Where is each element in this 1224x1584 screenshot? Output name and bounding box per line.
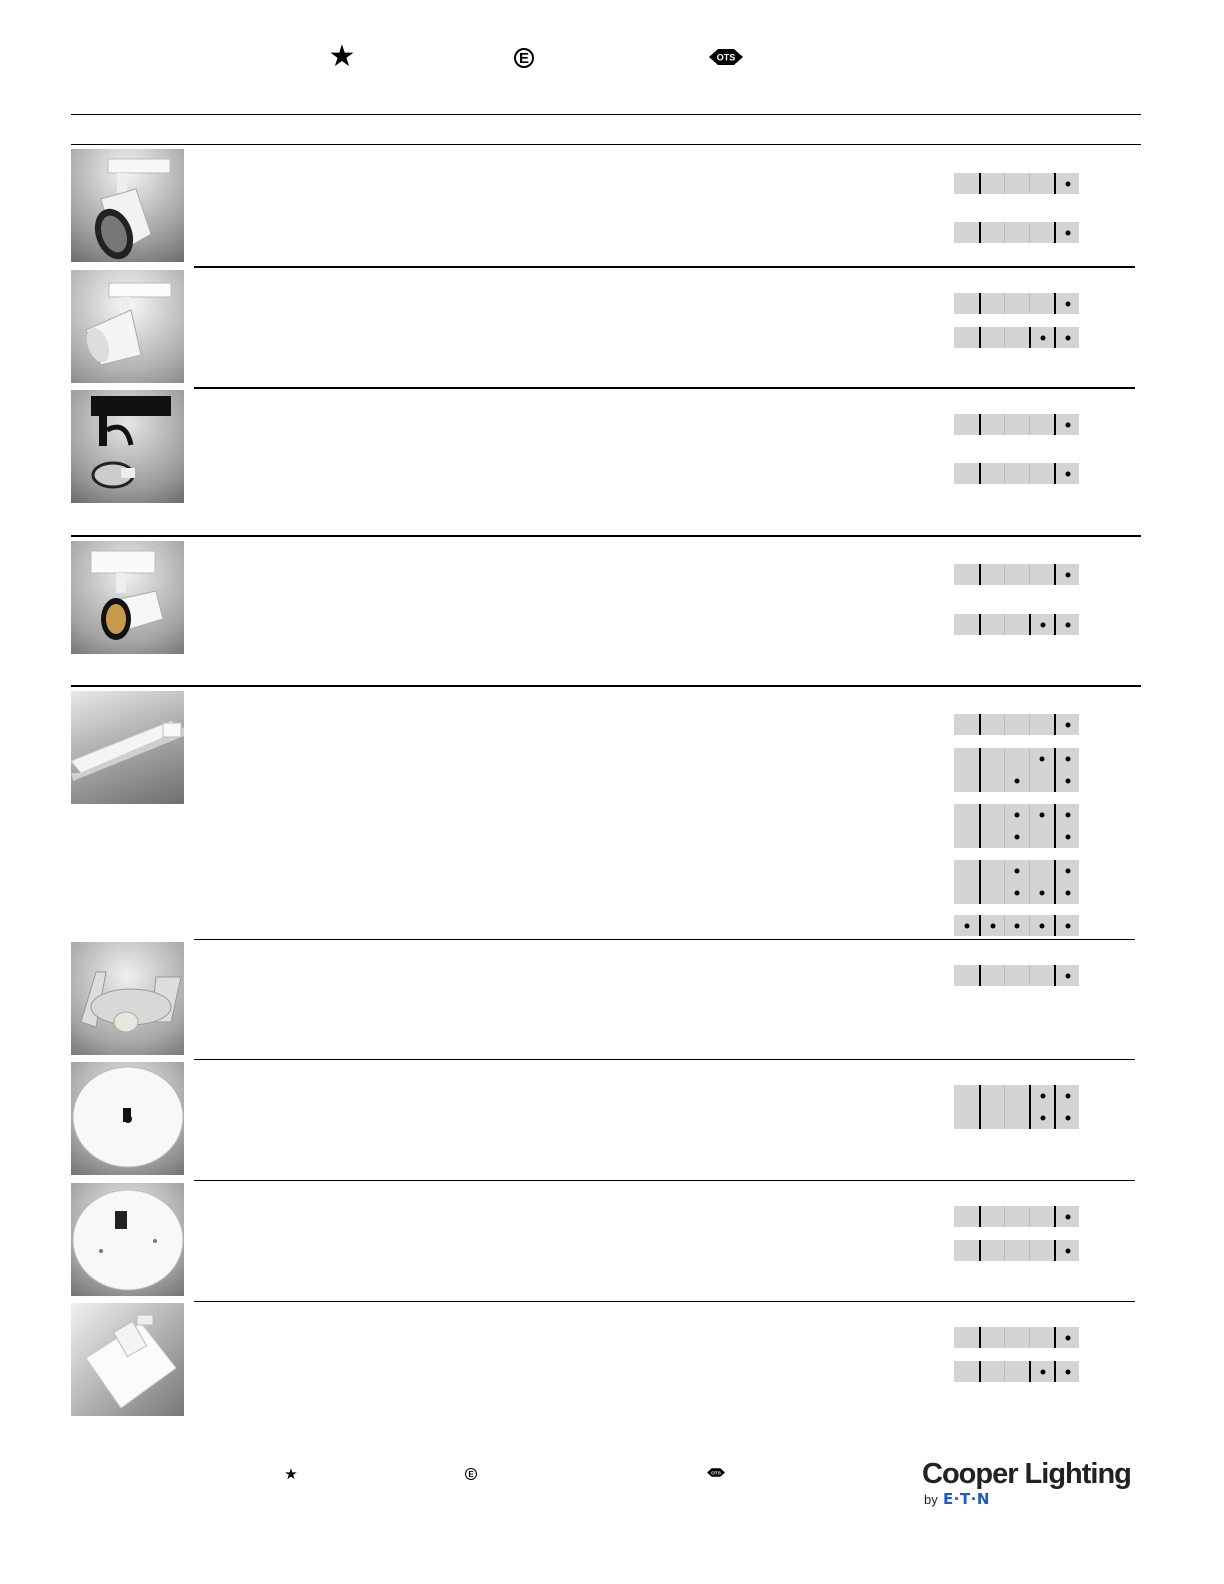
availability-grid xyxy=(954,1327,1079,1348)
row-rule-4 xyxy=(71,685,1141,687)
availability-dot xyxy=(1015,835,1020,840)
availability-dot xyxy=(1040,1094,1045,1099)
product-photo-4 xyxy=(71,541,184,654)
row-rule-2 xyxy=(194,387,1135,389)
availability-grid xyxy=(954,173,1079,194)
availability-grid xyxy=(954,1206,1079,1227)
availability-grid xyxy=(954,1240,1079,1261)
availability-dot xyxy=(1015,923,1020,928)
product-photo-1 xyxy=(71,149,184,262)
availability-grid xyxy=(954,714,1079,735)
svg-text:OTS: OTS xyxy=(716,52,736,63)
availability-grid xyxy=(954,1361,1079,1382)
star-icon: ★ xyxy=(328,39,356,74)
availability-grid xyxy=(954,414,1079,435)
availability-dot xyxy=(1040,622,1045,627)
row-rule-5 xyxy=(194,939,1135,940)
availability-dot xyxy=(1065,722,1070,727)
header-rule-top xyxy=(71,114,1141,115)
availability-dot xyxy=(1015,891,1020,896)
availability-dot xyxy=(1065,891,1070,896)
availability-dot xyxy=(1065,1369,1070,1374)
brand-by-text: by xyxy=(924,1492,938,1507)
availability-dot xyxy=(990,923,995,928)
row-rule-1 xyxy=(194,266,1135,268)
availability-dot xyxy=(1015,813,1020,818)
eaton-logo: E·T·N xyxy=(943,1490,990,1508)
availability-grid xyxy=(954,965,1079,986)
availability-dot xyxy=(1040,891,1045,896)
product-photo-5 xyxy=(71,691,184,804)
availability-dot xyxy=(1040,335,1045,340)
availability-grid xyxy=(954,327,1079,348)
availability-grid xyxy=(954,860,1079,904)
star-icon: ★ xyxy=(284,1465,298,1483)
availability-grid xyxy=(954,463,1079,484)
availability-dot xyxy=(1065,301,1070,306)
ots-icon xyxy=(709,47,743,67)
availability-dot xyxy=(1065,1248,1070,1253)
row-rule-6 xyxy=(194,1059,1135,1060)
availability-dot xyxy=(1065,1094,1070,1099)
availability-dot xyxy=(1065,923,1070,928)
availability-grid xyxy=(954,222,1079,243)
product-photo-3 xyxy=(71,390,184,503)
availability-dot xyxy=(1065,869,1070,874)
e-circle-icon: E xyxy=(510,45,538,71)
product-photo-2 xyxy=(71,270,184,383)
availability-grid xyxy=(954,293,1079,314)
header-rule-bottom xyxy=(71,144,1141,145)
row-rule-3 xyxy=(71,535,1141,537)
availability-dot xyxy=(1065,835,1070,840)
row-rule-7 xyxy=(194,1180,1135,1181)
availability-dot xyxy=(1065,335,1070,340)
ots-icon xyxy=(707,1467,725,1478)
availability-grid xyxy=(954,748,1079,792)
availability-dot xyxy=(1065,1116,1070,1121)
row-rule-8 xyxy=(194,1301,1135,1302)
availability-dot xyxy=(1065,813,1070,818)
product-photo-8 xyxy=(71,1183,184,1296)
availability-dot xyxy=(1040,813,1045,818)
availability-dot xyxy=(1040,1369,1045,1374)
availability-grid xyxy=(954,564,1079,585)
brand-logo-text: Cooper Lighting xyxy=(922,1458,1131,1490)
product-photo-7 xyxy=(71,1062,184,1175)
availability-dot xyxy=(1065,181,1070,186)
availability-dot xyxy=(1040,757,1045,762)
availability-dot xyxy=(1065,471,1070,476)
e-circle-icon: E xyxy=(463,1466,479,1482)
product-photo-9 xyxy=(71,1303,184,1416)
availability-dot xyxy=(1065,230,1070,235)
availability-grid xyxy=(954,804,1079,848)
availability-dot xyxy=(1065,1335,1070,1340)
availability-dot xyxy=(964,923,969,928)
availability-dot xyxy=(1065,422,1070,427)
product-photo-6 xyxy=(71,942,184,1055)
availability-grid xyxy=(954,1085,1079,1129)
availability-dot xyxy=(1065,973,1070,978)
availability-dot xyxy=(1065,622,1070,627)
availability-dot xyxy=(1065,779,1070,784)
availability-dot xyxy=(1015,779,1020,784)
availability-dot xyxy=(1065,572,1070,577)
availability-dot xyxy=(1040,923,1045,928)
svg-text:OTS: OTS xyxy=(711,1471,721,1477)
availability-dot xyxy=(1065,757,1070,762)
availability-dot xyxy=(1065,1214,1070,1219)
availability-grid xyxy=(954,915,1079,936)
availability-dot xyxy=(1015,869,1020,874)
availability-dot xyxy=(1040,1116,1045,1121)
availability-grid xyxy=(954,614,1079,635)
